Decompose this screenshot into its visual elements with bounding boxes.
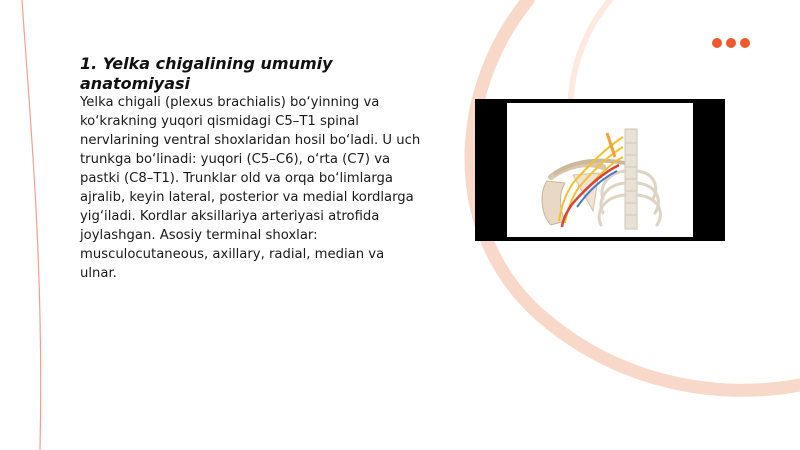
slide-body-text: Yelka chigali (plexus brachialis) bo‘yinning va ko‘krakning yuqori qismidagi C5–T1 spinal nervlarining ventral shoxlaridan hosil bo‘ladi. U uch trunkga bo‘linadi: yuqori (C5–C6), o‘rta (C7) va pastki (C8–T1). Trunklar old va orqa bo‘limlarga ajralib, keyin lateral, posterior va medial kordlarga yig‘iladi. Kordlar aksillariya arteriyasi atrofida joylashgan. Asosiy terminal shoxlar: musculocutaneous, axillary, radial, median va ulnar.	[80, 95, 421, 281]
dot	[726, 38, 736, 48]
slide-title: 1. Yelka chigalining umumiy anatomiyasi	[80, 54, 333, 93]
dot	[712, 38, 722, 48]
dot	[740, 38, 750, 48]
brachial-plexus-anatomy-illustration	[507, 103, 693, 237]
media-frame[interactable]	[475, 99, 725, 241]
left-accent-curve	[22, 0, 41, 450]
three-dots-icon	[712, 38, 750, 48]
